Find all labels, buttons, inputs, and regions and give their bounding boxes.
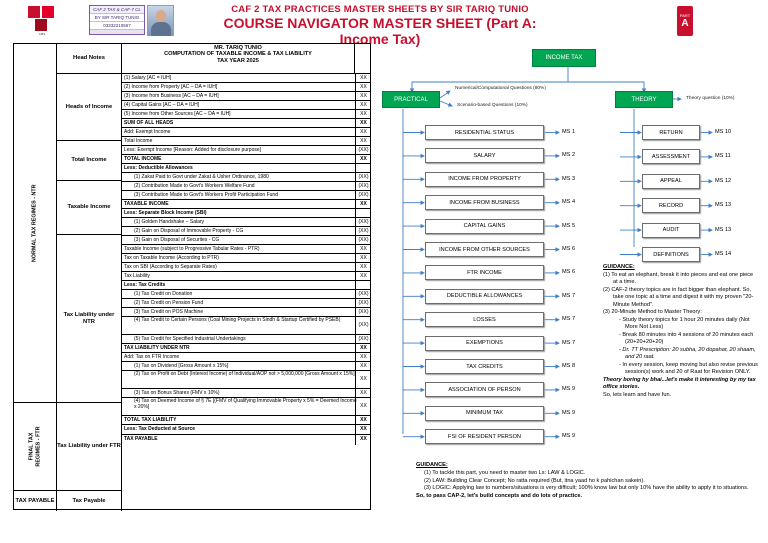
series-title: CAF 2 TAX PRACTICES MASTER SHEETS BY SIR TARIQ TUNIO	[231, 4, 529, 15]
row-amount: (XX)	[355, 308, 371, 316]
topic-tax-credits: TAX CREDITS	[425, 359, 544, 374]
row-label: (3) Contribution Made to Govt's Workers Profit Participation Fund	[134, 192, 278, 198]
row-label: TOTAL TAX LIABILITY	[124, 417, 177, 423]
master-sheet-ref: MS 12	[715, 177, 732, 184]
row-amount: (XX)	[355, 182, 371, 190]
topic-return: RETURN	[642, 125, 700, 140]
row-amount: XX	[355, 110, 371, 118]
row-amount: XX	[355, 353, 371, 361]
master-sheet-ref: MS 9	[562, 386, 576, 393]
row-amount: XX	[355, 74, 371, 82]
row-label: (1) Tax on Dividend [Gross Amount x 15%]	[134, 363, 229, 369]
regime-ntr: NORMAL TAX REGIMES - NTR	[14, 44, 57, 403]
group-tax-payable: Tax Payable	[57, 491, 122, 511]
guidance-closing: Theory boring hy bhai...let's make it interesting by my tax office stories.	[603, 376, 756, 390]
regime-ftr: FINAL TAX REGIMES - FTR	[14, 403, 57, 491]
guidance-title: GUIDANCE:	[416, 462, 448, 468]
master-sheet-ref: MS 6	[562, 269, 576, 276]
master-sheet-ref: MS 13	[715, 226, 732, 233]
master-sheet-ref: MS 10	[715, 129, 732, 135]
group-ntr-liability: Tax Liability under NTR	[57, 235, 122, 403]
master-sheet-ref: MS 7	[562, 316, 576, 323]
master-sheet-ref: MS 9	[562, 409, 576, 416]
topic-minimum-tax: MINIMUM TAX	[425, 406, 544, 421]
guidance-point: (2) CAF-2 theory topics are in fact bigger than elephant. So, take one topic at a time and digest it with my proven "20-Minute Method".	[603, 286, 754, 308]
master-sheet-ref: MS 7	[562, 339, 576, 346]
guidance-bullet: - In every session, keep moving but also revise previous session(s) work and 20 of Raat for Revision ONLY.	[619, 361, 758, 375]
topic-losses: LOSSES	[425, 312, 544, 327]
topic-capital-gains: CAPITAL GAINS	[425, 219, 544, 234]
row-amount: (XX)	[355, 317, 371, 334]
row-label: (2) Tax on Profit on Debt (Interest Income) of Individual/AOP not > 5,000,000 [Gross Amount x 15%]	[134, 371, 355, 377]
topic-income-from-property: INCOME FROM PROPERTY	[425, 172, 544, 187]
master-sheet-ref: MS 1	[562, 129, 576, 135]
guidance-point: (3) LOGIC: Applying law to numbers/situations is very difficult; 100% know law but only 10% have the ability to apply it to situations.	[424, 485, 749, 492]
guidance-closing: So, lets learn and have fun.	[603, 391, 672, 398]
topic-assessment: ASSESSMENT	[642, 149, 700, 164]
practical-note-scenario: Scenario-based Questions (10%)	[457, 103, 528, 108]
row-label: (2) Contribution Made to Govt's Workers Welfare Fund	[134, 183, 255, 189]
row-label: (3) Tax on Bonus Shares (FMV x 10%)	[134, 390, 220, 396]
row-label: Add: Exempt Income	[124, 129, 171, 135]
row-label: (4) Capital Gains [AC – DA = IUH]	[124, 102, 200, 108]
guidance-bullet: - Dr. TT Prescription: 20 subha, 20 dopahar, 20 shaam, and 20 raat.	[619, 346, 756, 360]
topic-income-from-other-sources: INCOME FROM OTHER SOURCES	[425, 242, 544, 257]
row-amount: XX	[355, 254, 371, 262]
row-amount: XX	[355, 344, 371, 352]
master-sheet-ref: MS 3	[562, 175, 576, 182]
row-label: (1) Tax Credit on Donation	[134, 291, 193, 297]
master-sheet-ref: MS 9	[562, 433, 576, 440]
row-label: (1) Salary [AC = IUH]	[124, 75, 172, 81]
row-amount: XX	[355, 128, 371, 136]
topic-fsi-of-resident-person: FSI OF RESIDENT PERSON	[425, 429, 544, 444]
badge-line: 03332210667	[90, 22, 144, 30]
row-amount: XX	[355, 92, 371, 100]
row-label: (4) Tax Credit to Certain Persons (Coal Mining Projects in Sindh & Startup Certified by PSEB)	[134, 317, 341, 323]
table-title: MR. TARIQ TUNIO COMPUTATION OF TAXABLE INCOME & TAX LIABILITY TAX YEAR 2025	[122, 44, 355, 74]
row-amount: XX	[355, 83, 371, 91]
master-sheet-ref: MS 13	[715, 202, 732, 209]
row-amount: (XX)	[355, 146, 371, 154]
row-label: Less: Separate Block Income (SBI)	[124, 210, 207, 216]
node-theory: THEORY	[615, 91, 673, 108]
row-label: SUM OF ALL HEADS	[124, 120, 174, 126]
master-sheet-ref: MS 4	[562, 199, 576, 206]
part-tab: PART A	[677, 6, 693, 36]
guidance-point: (2) LAW: Building Clear Concept; No ratta required (But, itna yaad ho k pahichan sakein).	[424, 477, 645, 484]
row-amount: (XX)	[355, 335, 371, 343]
row-label: (2) Income from Property [AC – DA = IUH]	[124, 84, 218, 90]
row-amount: XX	[355, 272, 371, 280]
topic-audit: AUDIT	[642, 223, 700, 238]
master-sheet-ref: MS 2	[562, 152, 576, 159]
row-amount: (XX)	[355, 236, 371, 244]
row-label: Tax Liability	[124, 273, 150, 279]
master-sheet-ref: MS 14	[715, 251, 732, 257]
node-practical: PRACTICAL	[382, 91, 440, 108]
guidance-practical	[416, 462, 756, 501]
guidance-theory	[603, 264, 758, 399]
row-amount: XX	[355, 263, 371, 271]
row-label: Tax on SBI (According to Separate Rates)	[124, 264, 217, 270]
topic-association-of-person: ASSOCIATION OF PERSON	[425, 382, 544, 397]
guidance-title: GUIDANCE:	[603, 264, 635, 270]
theory-note: Theory question (10%)	[686, 96, 735, 101]
row-label: (3) Gain on Disposal of Securites - CG	[134, 237, 220, 243]
row-amount: (XX)	[355, 218, 371, 226]
node-income-tax: INCOME TAX	[532, 49, 596, 67]
topic-exemptions: EXEMPTIONS	[425, 336, 544, 351]
row-label: Less: Tax Deducted at Source	[124, 426, 196, 432]
guidance-bullet: - Break 80 minutes into 4 sessions of 20 minutes each (20+20+20+20)	[619, 331, 754, 345]
row-label: (1) Golden Handshake – Salary	[134, 219, 205, 225]
row-label: TAX PAYABLE	[124, 436, 158, 442]
row-amount: XX	[355, 416, 371, 424]
row-label: Less: Tax Credits	[124, 282, 166, 288]
row-amount: XX	[355, 425, 371, 434]
row-amount: (XX)	[355, 191, 371, 199]
row-amount: XX	[355, 101, 371, 109]
topic-residential-status: RESIDENTIAL STATUS	[425, 125, 544, 140]
row-amount: XX	[355, 389, 371, 397]
badge-line: BY SIR TARIQ TUNIO	[90, 14, 144, 22]
regime-payable: TAX PAYABLE	[14, 491, 57, 511]
badge-line: CAF 2 TAX & CAF-7 CL	[90, 6, 144, 14]
group-heads-of-income: Heads of Income	[57, 74, 122, 141]
practical-note-numerical: Numerical/Computational Questions (80%)	[455, 86, 546, 91]
row-label: TAX LIABILITY UNDER NTR	[124, 345, 190, 351]
guidance-point: (3) 20-Minute Method to Master Theory:	[603, 309, 702, 315]
topic-deductible-allowances: DEDUCTIBLE ALLOWANCES	[425, 289, 544, 304]
row-label: Less: Deductible Allowances	[124, 165, 193, 171]
master-sheet-ref: MS 8	[562, 363, 576, 369]
guidance-point: (1) To eat an elephant, break it into pieces and eat one piece at a time.	[603, 271, 754, 285]
guidance-closing: So, to pass CAP-2, let's build concepts and do lots of practice.	[416, 493, 583, 500]
brand-logo: AMS	[28, 6, 56, 34]
topic-salary: SALARY	[425, 148, 544, 163]
row-amount: XX	[355, 137, 371, 145]
master-sheet-ref: MS 5	[562, 222, 576, 229]
row-amount: XX	[355, 398, 371, 415]
row-label: Total Income	[124, 138, 153, 144]
row-amount: (XX)	[355, 299, 371, 307]
row-amount: XX	[355, 119, 371, 127]
row-amount: XX	[355, 155, 371, 163]
row-amount: (XX)	[355, 227, 371, 235]
row-label: (5) Tax Credit for Specified Industrial Undertakings	[134, 336, 246, 342]
row-label: Add: Tax on FTR Income	[124, 354, 180, 360]
row-label: Tax on Taxable Income (According to PTR)	[124, 255, 219, 261]
group-taxable-income: Taxable Income	[57, 181, 122, 235]
guidance-point: (1) To tackle this part, you need to master two Ls: LAW & LOGIC.	[424, 469, 586, 476]
master-sheet-ref: MS 6	[562, 246, 576, 252]
row-label: (3) Income from Business [AC – DA = IUH]	[124, 93, 219, 99]
row-amount: XX	[355, 371, 371, 388]
topic-appeal: APPEAL	[642, 174, 700, 189]
master-sheet-ref: MS 11	[715, 153, 731, 160]
guidance-bullet: - Study theory topics for 1 hour 20 minutes daily (Not More Not Less)	[619, 316, 750, 330]
page-title: COURSE NAVIGATOR MASTER SHEET (Part A: Income Tax)	[223, 15, 537, 47]
row-label: TAXABLE INCOME	[124, 201, 169, 207]
master-sheet-ref: MS 7	[562, 292, 576, 299]
row-label: (5) Income from Other Sources [AC – DA = IUH]	[124, 111, 231, 117]
row-label: Taxable Income (subject to Progressive Tabular Rates - PTR)	[124, 246, 260, 252]
row-amount: XX	[355, 362, 371, 370]
row-label: Less: Exempt Income [Reason: Added for disclosure purpose]	[124, 147, 262, 153]
row-label: TOTAL INCOME	[124, 156, 162, 162]
topic-income-from-business: INCOME FROM BUSINESS	[425, 195, 544, 210]
row-label: (2) Gain on Disposal of Immovable Property - CG	[134, 228, 244, 234]
row-label: (2) Tax Credit on Pension Fund	[134, 300, 204, 306]
row-amount: (XX)	[355, 290, 371, 298]
topic-record: RECORD	[642, 198, 700, 213]
group-total-income: Total Income	[57, 141, 122, 181]
row-amount: XX	[355, 245, 371, 253]
row-label: (3) Tax Credit on POS Machine	[134, 309, 204, 315]
row-label: (4) Tax on Deemed Income of § 7E [(FMV of Qualifying Immovable Property x 5% = Deemed Income x 20%]	[134, 398, 357, 410]
row-label: (1) Zakat Paid to Govt under Zakat & Usher Ordinance, 1980	[134, 174, 269, 180]
row-amount: XX	[355, 200, 371, 208]
topic-ftr-income: FTR INCOME	[425, 265, 544, 280]
head-notes-header: Head Notes	[57, 44, 122, 74]
topic-definitions: DEFINITIONS	[642, 247, 700, 262]
row-amount: (XX)	[355, 173, 371, 181]
group-ftr-liability: Tax Liability under FTR	[57, 403, 122, 491]
row-amount: XX	[355, 435, 371, 445]
